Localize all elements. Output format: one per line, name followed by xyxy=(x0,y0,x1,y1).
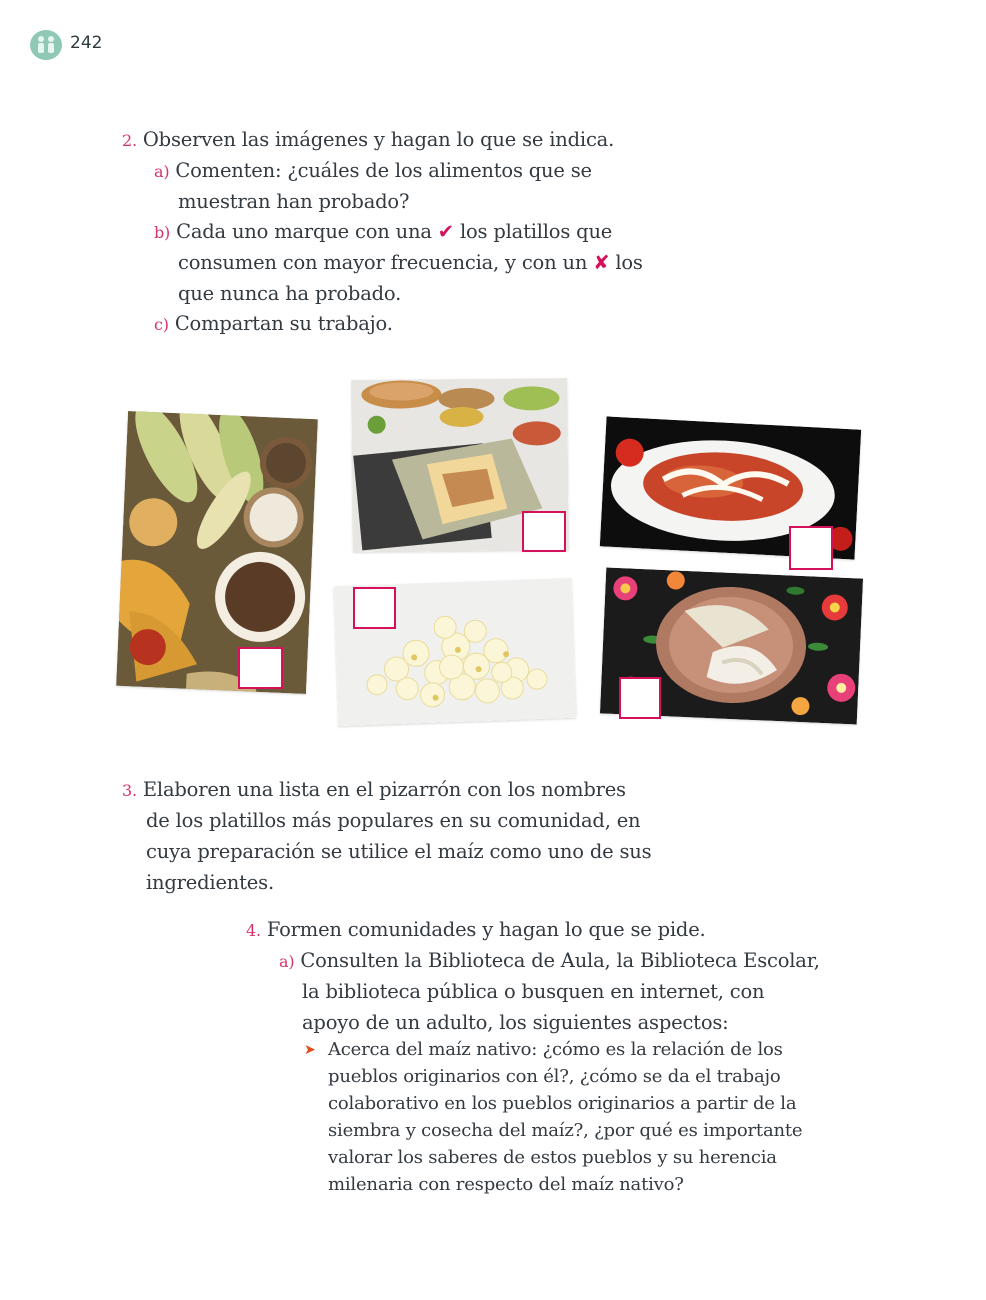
bullet-line-1: Acerca del maíz nativo: ¿cómo es la relación de los xyxy=(328,1039,783,1060)
item-b-line-3: que nunca ha probado. xyxy=(178,282,402,305)
activity-4-item-a-line-3: apoyo de un adulto, los siguientes aspectos: xyxy=(302,1011,729,1034)
corn-and-tacos-photo xyxy=(116,411,318,694)
cross-mark-icon: ✘ xyxy=(593,251,610,274)
activity-4-intro-text: Formen comunidades y hagan lo que se pide. xyxy=(266,918,706,941)
check-mark-icon: ✔ xyxy=(437,220,454,243)
item-b-letter: b) xyxy=(154,223,171,242)
activity-3-line-4: ingredientes. xyxy=(146,871,274,894)
community-figures-icon xyxy=(30,30,62,60)
activity-3-line-1 xyxy=(122,775,626,807)
item-b-line-2 xyxy=(178,248,643,279)
activity-3-line-2: de los platillos más populares en su comunidad, en xyxy=(146,809,641,832)
item-b-line-2-before: consumen con mayor frecuencia, y con un xyxy=(178,251,588,274)
checkbox-corn-tacos[interactable] xyxy=(238,647,283,689)
item-c-line-1: Compartan su trabajo. xyxy=(174,312,393,335)
activity-4-item-a-letter: a) xyxy=(279,952,295,971)
activity-4-item-a-line-2: la biblioteca pública o busquen en internet, con xyxy=(302,980,765,1003)
activity-2-item-a xyxy=(154,156,592,188)
checkbox-popcorn[interactable] xyxy=(353,587,396,629)
bullet-line-4: siembra y cosecha del maíz?, ¿por qué es importante xyxy=(328,1120,803,1141)
activity-2-intro-text: Observen las imágenes y hagan lo que se indica. xyxy=(142,128,615,151)
item-a-letter: a) xyxy=(154,162,170,181)
activity-4-item-a xyxy=(279,946,820,978)
checkbox-tamal[interactable] xyxy=(522,511,566,552)
bullet-arrow-icon: ➤ xyxy=(304,1042,316,1058)
activity-3-number: 3. xyxy=(122,781,137,800)
item-a-line-2: muestran han probado? xyxy=(178,190,410,213)
activity-2-number: 2. xyxy=(122,131,137,150)
activity-4-number: 4. xyxy=(246,921,261,940)
checkbox-chilaquiles[interactable] xyxy=(789,526,833,570)
checkbox-quesadillas[interactable] xyxy=(619,677,661,719)
activity-3-line-1-text: Elaboren una lista en el pizarrón con los nombres xyxy=(142,778,626,801)
activity-2-item-c xyxy=(154,309,393,341)
activity-2-intro xyxy=(122,125,614,157)
item-c-letter: c) xyxy=(154,315,169,334)
item-b-line-1-before: Cada uno marque con una xyxy=(176,220,432,243)
bullet-line-6: milenaria con respecto del maíz nativo? xyxy=(328,1174,684,1195)
activity-2-item-b xyxy=(154,217,612,249)
activity-3-line-3: cuya preparación se utilice el maíz como uno de sus xyxy=(146,840,652,863)
bullet-line-3: colaborativo en los pueblos originarios a partir de la xyxy=(328,1093,797,1114)
item-a-line-1: Comenten: ¿cuáles de los alimentos que se xyxy=(175,159,592,182)
bullet-line-5: valorar los saberes de estos pueblos y su herencia xyxy=(328,1147,777,1168)
item-b-line-1-after: los platillos que xyxy=(459,220,613,243)
bullet-line-2: pueblos originarios con él?, ¿cómo se da el trabajo xyxy=(328,1066,781,1087)
activity-4-item-a-line-1: Consulten la Biblioteca de Aula, la Biblioteca Escolar, xyxy=(300,949,820,972)
activity-4-intro xyxy=(246,915,706,947)
item-b-line-2-after: los xyxy=(615,251,643,274)
page-number: 242 xyxy=(70,33,103,53)
